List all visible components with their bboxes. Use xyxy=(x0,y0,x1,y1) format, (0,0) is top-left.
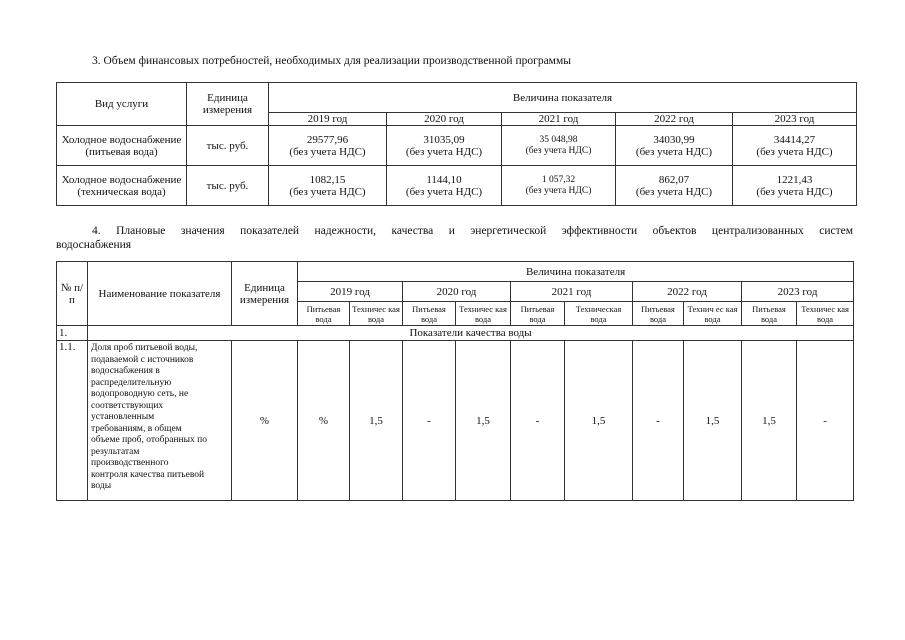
header-year: 2023 год xyxy=(742,282,854,302)
header-water-type: Технич ес кая вода xyxy=(684,302,742,326)
group-num: 1. xyxy=(57,326,88,341)
value-cell: 29577,96 (без учета НДС) xyxy=(269,126,387,166)
value-cell: 1,5 xyxy=(565,341,633,501)
header-year: 2022 год xyxy=(616,113,733,126)
financial-needs-table xyxy=(56,82,857,206)
table-row xyxy=(57,166,857,206)
unit-cell: тыс. руб. xyxy=(187,126,269,166)
unit-cell: % xyxy=(232,341,298,501)
value-cell: - xyxy=(511,341,565,501)
indicator-name: Доля проб питьевой воды, подаваемой с источников водоснабжения в распределительную водопроводную сеть, не соответствующих установленным требованиям, в общем объеме проб, отобранных по результатам производственного контроля качества питьевой воды xyxy=(88,341,232,501)
group-label: Показатели качества воды xyxy=(88,326,854,341)
service-name: Холодное водоснабжение (питьевая вода) xyxy=(57,126,187,166)
header-year: 2020 год xyxy=(387,113,502,126)
row-num: 1.1. xyxy=(57,341,88,501)
value-cell: - xyxy=(633,341,684,501)
header-water-type: Техничес кая вода xyxy=(456,302,511,326)
group-row xyxy=(57,326,854,341)
value-cell: 1221,43 (без учета НДС) xyxy=(733,166,857,206)
service-name: Холодное водоснабжение (техническая вода) xyxy=(57,166,187,206)
header-water-type: Питьевая вода xyxy=(298,302,350,326)
table-row xyxy=(57,126,857,166)
header-water-type: Техничес кая вода xyxy=(797,302,854,326)
header-water-type: Питьевая вода xyxy=(403,302,456,326)
header-year: 2019 год xyxy=(298,282,403,302)
header-year: 2019 год xyxy=(269,113,387,126)
header-num: № п/п xyxy=(57,262,88,326)
value-cell: 1082,15 (без учета НДС) xyxy=(269,166,387,206)
unit-cell: тыс. руб. xyxy=(187,166,269,206)
reliability-indicators-table xyxy=(56,261,854,501)
header-water-type: Техничес кая вода xyxy=(350,302,403,326)
value-cell: 34030,99 (без учета НДС) xyxy=(616,126,733,166)
value-cell: 1,5 xyxy=(456,341,511,501)
value-cell: 1,5 xyxy=(742,341,797,501)
header-value: Величина показателя xyxy=(269,83,857,113)
value-cell: 35 048,98 (без учета НДС) xyxy=(502,126,616,166)
value-cell: 1,5 xyxy=(684,341,742,501)
header-year: 2023 год xyxy=(733,113,857,126)
header-year: 2022 год xyxy=(633,282,742,302)
section-4-title: 4. Плановые значения показателей надежности, качества и энергетической эффективности объектов централизованных систем водоснабжения xyxy=(56,225,853,251)
value-cell: 862,07 (без учета НДС) xyxy=(616,166,733,206)
header-value: Величина показателя xyxy=(298,262,854,282)
header-water-type: Питьевая вода xyxy=(633,302,684,326)
header-unit: Единица измерения xyxy=(232,262,298,326)
header-water-type: Питьевая вода xyxy=(742,302,797,326)
header-water-type: Питьевая вода xyxy=(511,302,565,326)
header-service: Вид услуги xyxy=(57,83,187,126)
table-row xyxy=(57,341,854,501)
value-cell: % xyxy=(298,341,350,501)
section-3-title: 3. Объем финансовых потребностей, необходимых для реализации производственной программы xyxy=(92,55,571,67)
header-name: Наименование показателя xyxy=(88,262,232,326)
header-year: 2021 год xyxy=(511,282,633,302)
value-cell: 1,5 xyxy=(350,341,403,501)
header-water-type: Техническая вода xyxy=(565,302,633,326)
value-cell: 1 057,32 (без учета НДС) xyxy=(502,166,616,206)
value-cell: 31035,09 (без учета НДС) xyxy=(387,126,502,166)
value-cell: 1144,10 (без учета НДС) xyxy=(387,166,502,206)
header-year: 2021 год xyxy=(502,113,616,126)
value-cell: - xyxy=(403,341,456,501)
header-year: 2020 год xyxy=(403,282,511,302)
header-unit: Единица измерения xyxy=(187,83,269,126)
value-cell: 34414,27 (без учета НДС) xyxy=(733,126,857,166)
value-cell: - xyxy=(797,341,854,501)
